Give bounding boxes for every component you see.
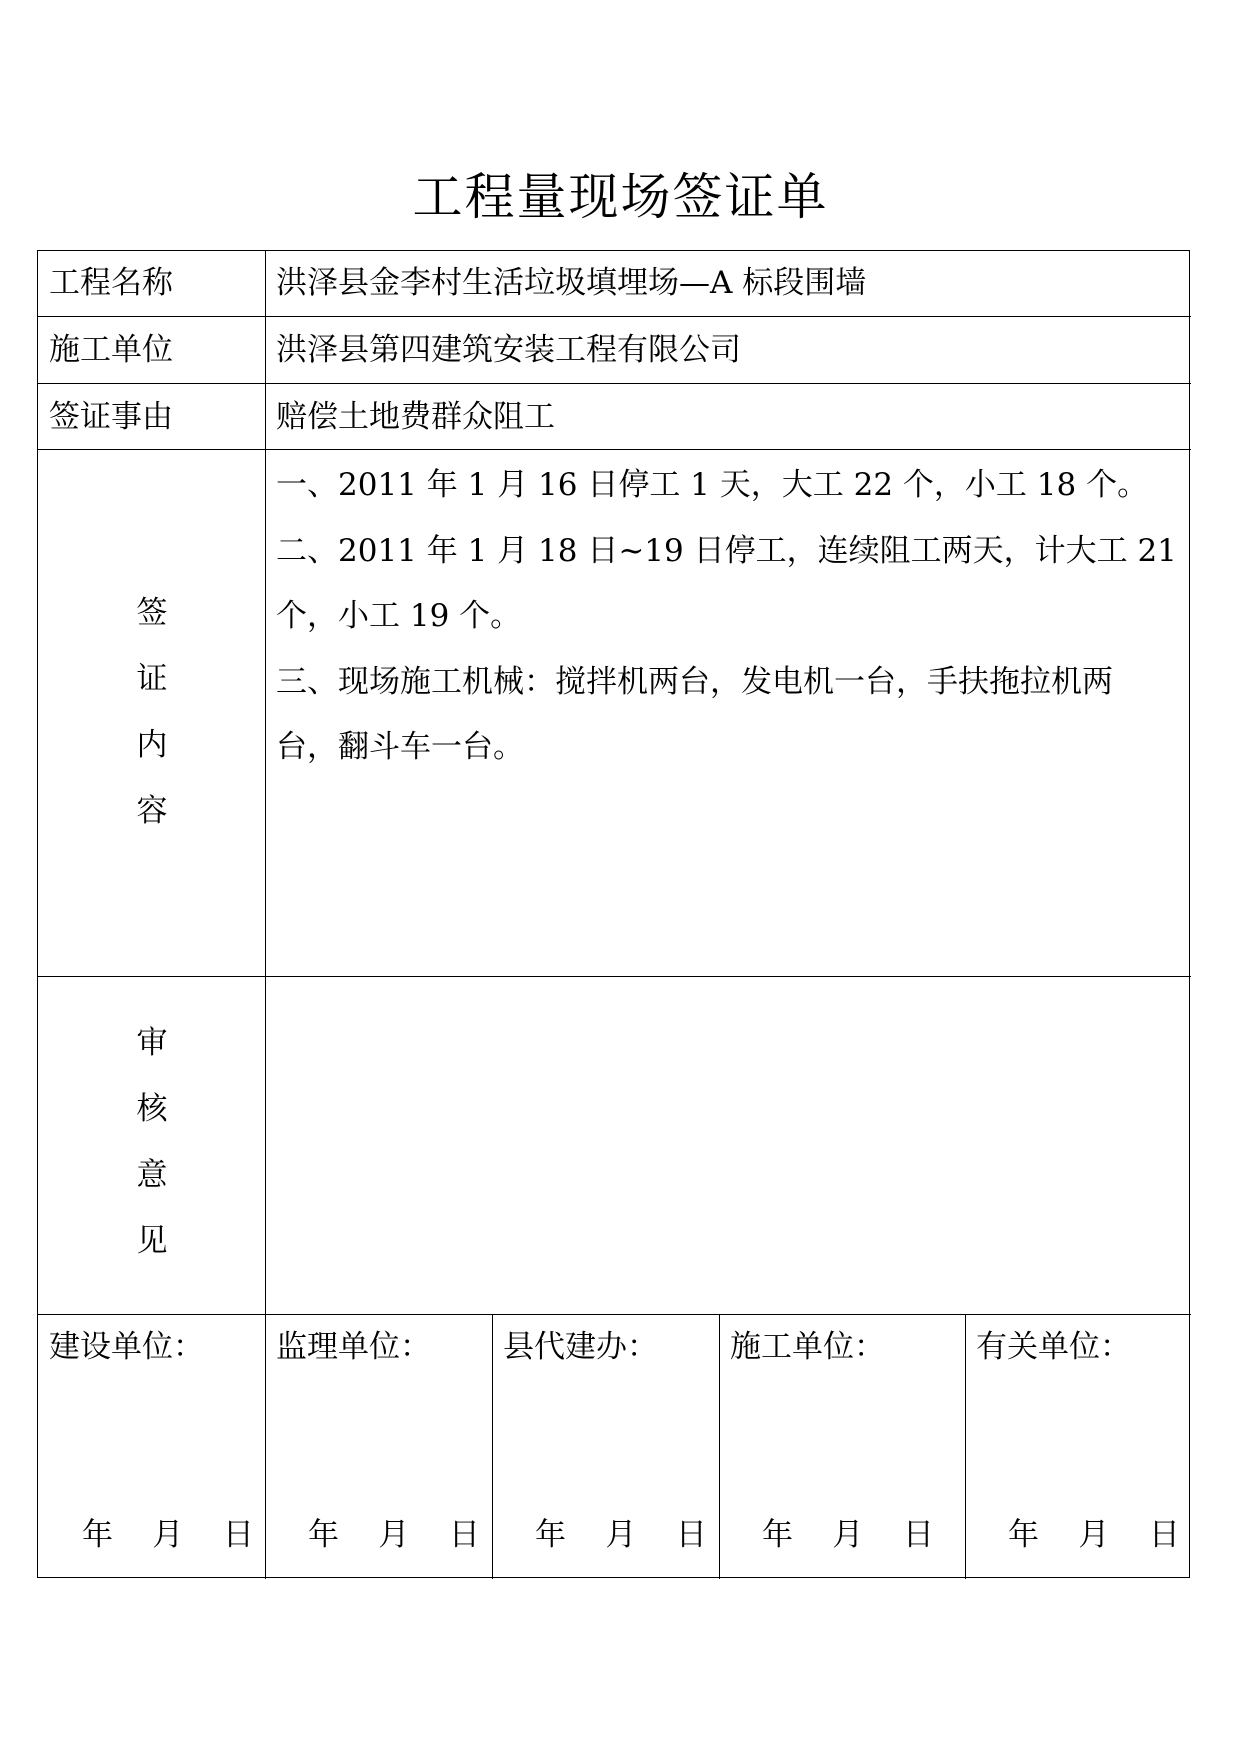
signature-date: 年 月 日 [1008, 1517, 1180, 1553]
review-comments-area [266, 977, 1191, 1314]
signature-label-county-agency: 县代建办： [503, 1329, 658, 1365]
content-body [276, 453, 1191, 781]
contractor-value: 洪泽县第四建筑安装工程有限公司 [276, 332, 741, 368]
page-title: 工程量现场签证单 [412, 168, 829, 226]
signature-date: 年 月 日 [82, 1517, 254, 1553]
row-divider [38, 383, 1191, 384]
row-divider [38, 316, 1191, 317]
column-divider [719, 1314, 720, 1579]
signature-label-construction: 建设单位： [49, 1329, 204, 1365]
row-divider [38, 1314, 1191, 1315]
content-label-char: 证 [136, 661, 168, 697]
column-divider [492, 1314, 493, 1579]
reason-value: 赔偿土地费群众阻工 [276, 399, 555, 435]
content-line: 个，小工 19 个。 [276, 598, 522, 634]
signature-date: 年 月 日 [308, 1517, 480, 1553]
column-divider [265, 251, 266, 1579]
signature-label-contractor: 施工单位： [730, 1329, 885, 1365]
review-label-char: 核 [136, 1091, 168, 1127]
content-line: 一、2011 年 1 月 16 日停工 1 天，大工 22 个，小工 18 个。 [276, 467, 1149, 503]
row-divider [38, 449, 1191, 450]
review-label-char: 审 [136, 1025, 168, 1061]
visa-form-table [37, 250, 1190, 1578]
content-label-char: 内 [136, 727, 168, 763]
signature-date: 年 月 日 [762, 1517, 934, 1553]
content-line: 三、现场施工机械：搅拌机两台，发电机一台，手扶拖拉机两 [276, 663, 1113, 700]
signature-label-related: 有关单位： [976, 1329, 1131, 1365]
review-label-char: 见 [136, 1223, 168, 1259]
signature-date: 年 月 日 [535, 1517, 707, 1553]
project-name-label: 工程名称 [49, 265, 173, 301]
reason-label: 签证事由 [49, 399, 173, 435]
content-line: 二、2011 年 1 月 18 日~19 日停工，连续阻工两天，计大工 21 [276, 532, 1177, 569]
contractor-label: 施工单位 [49, 332, 173, 368]
content-label-char: 签 [136, 595, 168, 631]
signature-label-supervision: 监理单位： [276, 1329, 431, 1365]
review-label-char: 意 [136, 1157, 168, 1193]
column-divider [965, 1314, 966, 1579]
content-line: 台，翻斗车一台。 [276, 729, 524, 765]
content-label-char: 容 [136, 793, 168, 829]
project-name-value: 洪泽县金李村生活垃圾填埋场—A 标段围墙 [276, 265, 867, 301]
